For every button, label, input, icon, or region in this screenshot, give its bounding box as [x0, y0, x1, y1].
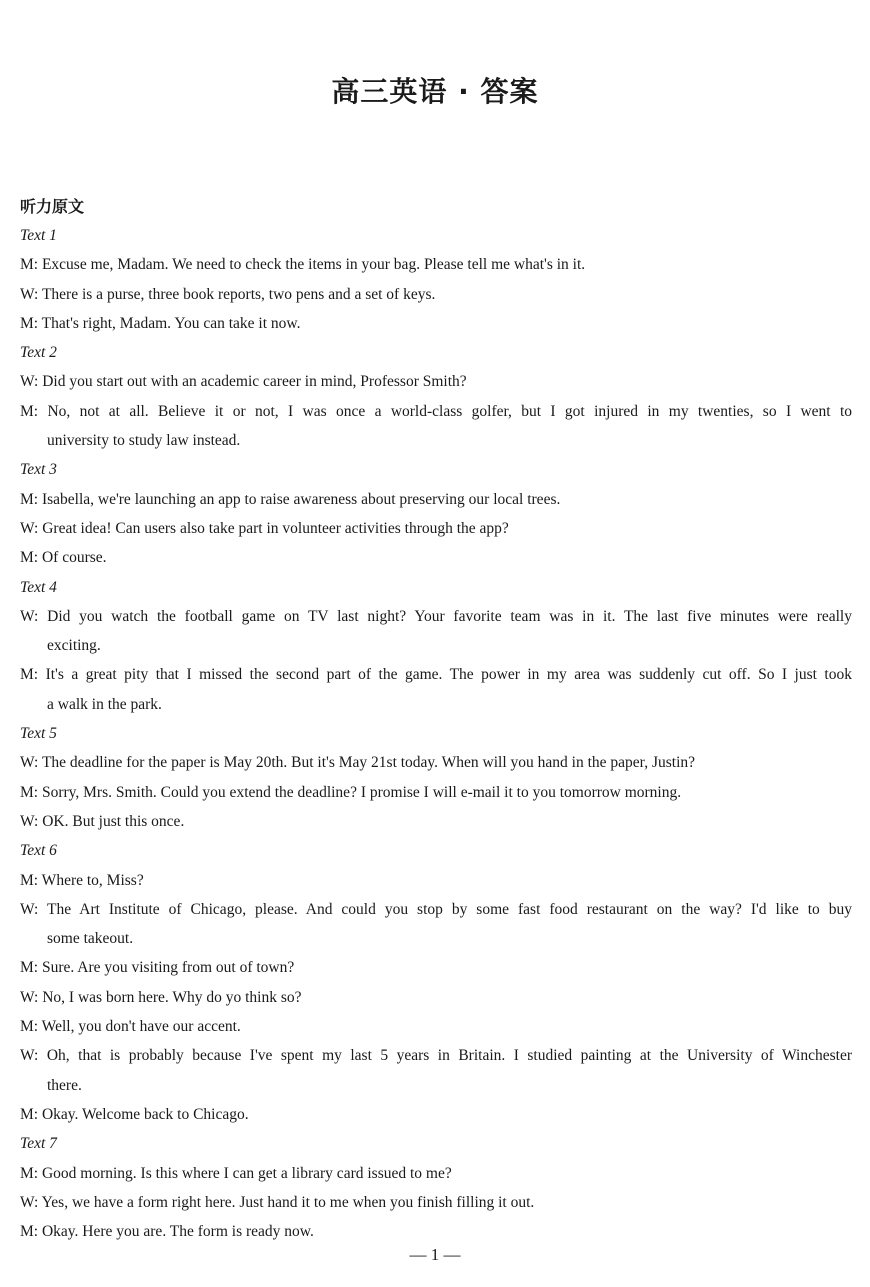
dialogue-line: M: Well, you don't have our accent.: [20, 1018, 241, 1036]
dialogue-line: M: Sorry, Mrs. Smith. Could you extend the deadline? I promise I will e-mail it to you tomorrow morning.: [20, 783, 682, 801]
dialogue-line: M: Okay. Here you are. The form is ready now.: [20, 1223, 314, 1241]
dialogue-line: M: Excuse me, Madam. We need to check the items in your bag. Please tell me what's in it.: [20, 256, 586, 274]
dialogue-line: M: It's a great pity that I missed the second part of the game. The power in my area was suddenly cut off. So I just took: [20, 666, 852, 684]
dialogue-line-continued: exciting.: [47, 637, 101, 655]
dialogue-line: W: Did you start out with an academic career in mind, Professor Smith?: [20, 373, 467, 391]
transcript-body: [20, 221, 852, 1246]
dialogue-line-continued: a walk in the park.: [47, 695, 162, 713]
dialogue-line-continued: some takeout.: [47, 930, 134, 948]
dialogue-line: M: Of course.: [20, 549, 107, 567]
dialogue-line-continued: there.: [47, 1076, 82, 1094]
dialogue-line: W: There is a purse, three book reports, two pens and a set of keys.: [20, 285, 436, 303]
dialogue-line: W: OK. But just this once.: [20, 812, 185, 830]
dialogue-line: W: Did you watch the football game on TV last night? Your favorite team was in it. The last five minutes were really: [20, 607, 852, 625]
dialogue-line: W: The deadline for the paper is May 20th. But it's May 21st today. When will you hand in the paper, Justin?: [20, 754, 695, 772]
dialogue-line: M: Good morning. Is this where I can get a library card issued to me?: [20, 1164, 452, 1182]
text-label: Text 6: [20, 842, 57, 860]
dialogue-line: W: Oh, that is probably because I've spent my last 5 years in Britain. I studied painting at the University of Winchester: [20, 1047, 852, 1065]
dialogue-line: M: No, not at all. Believe it or not, I was once a world-class golfer, but I got injured in my twenties, so I went to: [20, 402, 852, 420]
dialogue-line: M: Isabella, we're launching an app to raise awareness about preserving our local trees.: [20, 490, 561, 508]
section-title: 听力原文: [20, 197, 85, 216]
text-label: Text 3: [20, 461, 57, 479]
dialogue-line: M: Okay. Welcome back to Chicago.: [20, 1105, 249, 1123]
dialogue-line: M: That's right, Madam. You can take it now.: [20, 314, 301, 332]
dialogue-line: M: Sure. Are you visiting from out of town?: [20, 959, 295, 977]
text-label: Text 7: [20, 1135, 57, 1153]
dialogue-line-continued: university to study law instead.: [47, 432, 241, 450]
dialogue-line: W: Great idea! Can users also take part in volunteer activities through the app?: [20, 519, 509, 537]
page-title: 高三英语 · 答案: [331, 75, 539, 108]
text-label: Text 4: [20, 578, 57, 596]
dialogue-line: M: Where to, Miss?: [20, 871, 144, 889]
text-label: Text 2: [20, 344, 57, 362]
dialogue-line: W: No, I was born here. Why do yo think so?: [20, 988, 302, 1006]
page-number: — 1 —: [409, 1245, 461, 1264]
dialogue-line: W: The Art Institute of Chicago, please. And could you stop by some fast food restaurant on the way? I'd like to buy: [20, 900, 852, 918]
text-label: Text 5: [20, 725, 57, 743]
dialogue-line: W: Yes, we have a form right here. Just hand it to me when you finish filling it out.: [20, 1193, 535, 1211]
text-label: Text 1: [20, 227, 57, 244]
